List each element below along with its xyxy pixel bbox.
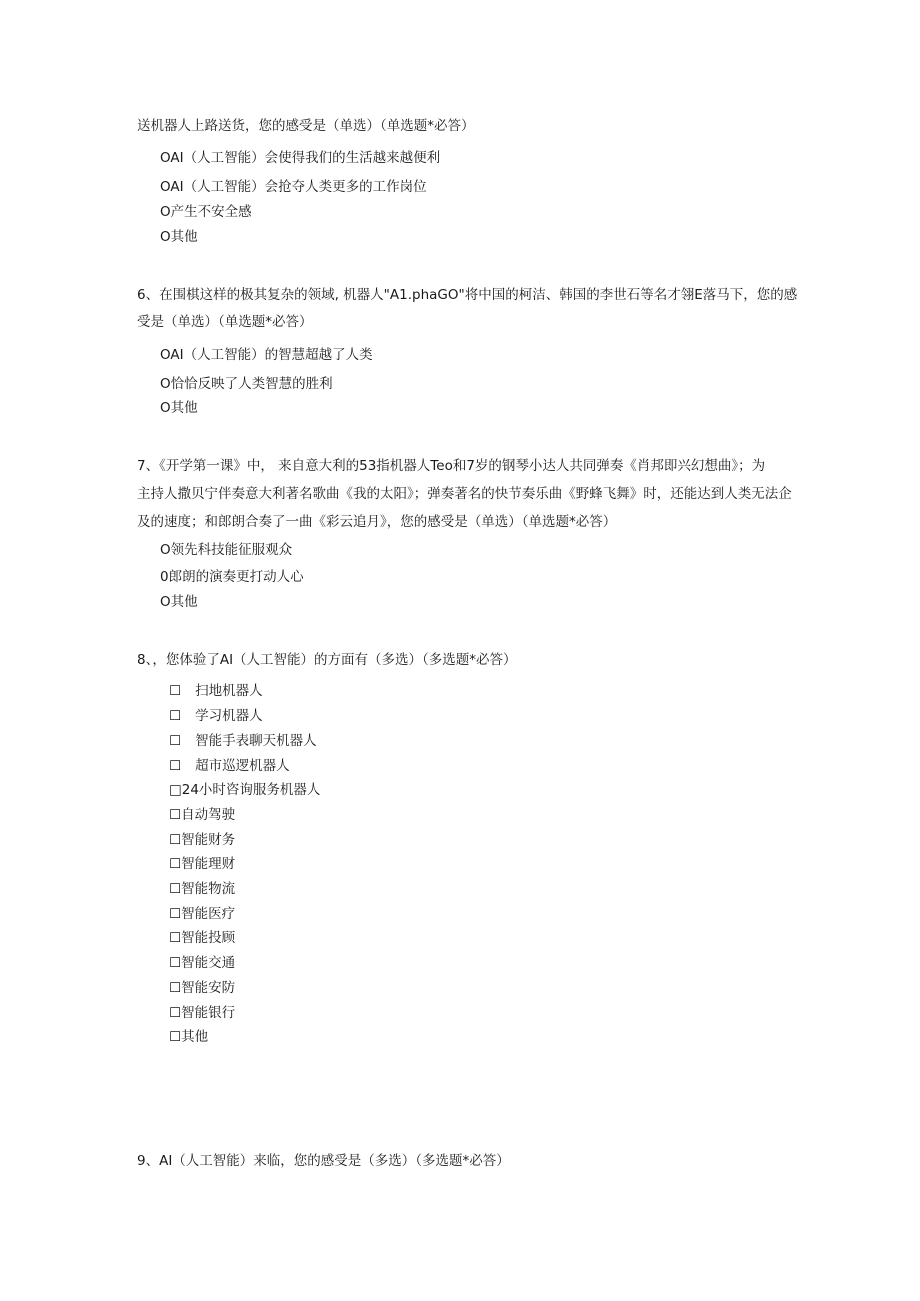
q8-option-other[interactable]: ☐其他 (169, 1029, 209, 1045)
q5-option-4[interactable]: O其他 (160, 229, 198, 245)
question-6-stem-line2: 受是（单选）（单选题*必答） (137, 314, 313, 330)
q8-option-smart-finance[interactable]: ☐智能财务 (169, 832, 236, 848)
option-label: 智能手表聊天机器人 (195, 733, 317, 749)
q7-option-2[interactable]: 0郎朗的演奏更打动人心 (160, 569, 304, 585)
q8-option-robo-advisor[interactable]: ☐智能投顾 (169, 930, 236, 946)
checkbox-icon[interactable]: ☐ (169, 733, 182, 749)
q8-option-smart-traffic[interactable]: ☐智能交通 (169, 955, 236, 971)
q8-option-24h-service[interactable]: □24小时咨询服务机器人 (169, 782, 321, 798)
q5-option-1[interactable]: OAI（人工智能）会使得我们的生活越来越便利 (160, 150, 441, 166)
question-6-stem-line1: 6、在围棋这样的极其复杂的领域, 机器人"A1.phaGO"将中国的柯洁、韩国的李世石等名才翎E落马下，您的感 (137, 287, 798, 303)
q8-option-smart-wealth[interactable]: ☐智能理财 (169, 856, 236, 872)
option-label: 超市巡逻机器人 (195, 758, 290, 774)
q8-option-smart-logistics[interactable]: ☐智能物流 (169, 881, 236, 897)
question-7-stem-line3: 及的速度；和郎朗合奏了一曲《彩云追月》，您的感受是（单选）（单选题*必答） (137, 514, 617, 530)
q7-option-3[interactable]: O其他 (160, 594, 198, 610)
checkbox-icon[interactable]: ☐ (169, 758, 182, 774)
q8-option-robot-vacuum[interactable] (169, 681, 263, 701)
q8-option-smart-security[interactable]: ☐智能安防 (169, 980, 236, 996)
q6-option-3[interactable]: O其他 (160, 400, 198, 416)
question-8-stem: 8、，您体验了AI（人工智能）的方面有（多选）（多选题*必答） (137, 652, 517, 668)
q5-option-2[interactable]: OAI（人工智能）会抢夺人类更多的工作岗位 (160, 179, 427, 195)
q5-option-3[interactable]: O产生不安全感 (160, 204, 252, 220)
q8-option-patrol-robot[interactable] (169, 756, 290, 776)
q8-option-autonomous-driving[interactable]: ☐自动驾驶 (169, 807, 236, 823)
q6-option-1[interactable]: OAI（人工智能）的智慧超越了人类 (160, 347, 373, 363)
q6-option-2[interactable]: O恰恰反映了人类智慧的胜利 (160, 376, 333, 392)
option-label: 扫地机器人 (195, 683, 263, 699)
checkbox-icon[interactable]: ☐ (169, 683, 182, 699)
q8-option-smartwatch-chatbot[interactable] (169, 731, 317, 751)
checkbox-icon[interactable]: ☐ (169, 708, 182, 724)
question-7-stem-line1: 7、《开学第一课》中， 来自意大利的53指机器人Teo和7岁的钢琴小达人共同弹奏《肖邦即兴幻想曲》；为 (137, 458, 766, 474)
question-5-stem: 送机器人上路送货，您的感受是（单选）（单选题*必答） (137, 118, 475, 134)
question-7-stem-line2: 主持人撒贝宁伴奏意大利著名歌曲《我的太阳》；弹奏著名的快节奏乐曲《野蜂飞舞》时，还能达到人类无法企 (137, 486, 792, 502)
question-9-stem: 9、AI（人工智能）来临，您的感受是（多选）（多选题*必答） (137, 1153, 510, 1169)
q8-option-smart-medical[interactable]: ☐智能医疗 (169, 906, 236, 922)
q7-option-1[interactable]: O领先科技能征服观众 (160, 542, 293, 558)
q8-option-learning-robot[interactable] (169, 706, 263, 726)
option-label: 学习机器人 (195, 708, 263, 724)
q8-option-smart-banking[interactable]: ☐智能银行 (169, 1005, 236, 1021)
